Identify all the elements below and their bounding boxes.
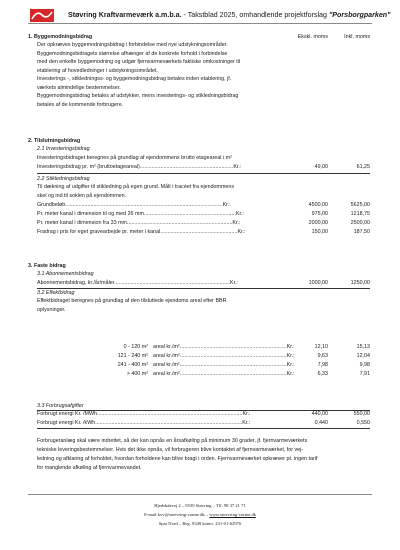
value-incl-moms: 2500,00: [350, 220, 370, 226]
header-divider: [28, 23, 372, 24]
subsection-3-3: 3.3 Forbrugsafgifter: [37, 403, 84, 409]
note-line: ledning og afklaring af forholdet, hvordan forholdene kan blive bragt i orden. Fjernvarmeværket opkræver pt. ingen tarif: [37, 456, 318, 462]
value-incl-moms: 1218,75: [350, 211, 370, 217]
section-2-title: 2. Tilslutningsbidrag: [28, 138, 81, 144]
footer-contact: [0, 511, 400, 519]
value-incl-moms: 0,550: [356, 420, 370, 426]
value-ex-moms: 7,98: [317, 362, 328, 368]
effekt-label: areal kr./m²........................................................................Kr.:: [153, 371, 295, 377]
value-ex-moms: 440,00: [311, 411, 328, 417]
row-label: Fradrag i pris for eget gravearbejde pr. meter i kanal....................................................Kr.:: [37, 229, 246, 235]
row-rule: [37, 428, 370, 429]
note-line: tekniske leveringsbestemmelser. Hvis det ikke opnås, vil forbrugeren blive kontaktet af fjernvarmeværket, for vej-: [37, 447, 304, 453]
value-incl-moms: 61,25: [356, 164, 370, 170]
header-subtitle: - Takstblad 2025, omhandlende projektforslag: [183, 11, 327, 19]
note-line: Forbrugeranlæg skal være indrettet, så der kan opnås en årsafkøling på minimum 30 grader, jf. fjernvarmeværkets: [37, 438, 308, 444]
effekt-label: areal kr./m²........................................................................Kr.:: [153, 362, 295, 368]
value-incl-moms: 1250,00: [350, 280, 370, 286]
value-ex-moms: 6,33: [317, 371, 328, 377]
subsection-2-2: 2.2 Stikledningsbidrag: [37, 176, 90, 182]
s2-line: skel og ind til soklen på ejendommen.: [37, 193, 127, 199]
s1-line: etablering af hovedledninger i udstykningsområdet.: [37, 68, 158, 74]
company-logo: [30, 9, 54, 22]
effekt-label: areal kr./m²........................................................................Kr.:: [153, 353, 295, 359]
row-label: Pr. meter kanal i dimension til og med 26 mm..............................................................Kr.:: [37, 211, 244, 217]
project-name: "Porsborgparken": [328, 11, 391, 19]
company-name: Støvring Kraftvarmeværk a.m.b.a.: [68, 11, 182, 19]
s3-line: oplysninger.: [37, 307, 66, 313]
s2-line: Til dækning af udgifter til stikledning på egen grund. Målt i tracéet fra ejendommens: [37, 184, 235, 190]
effekt-range: 241 - 400 m²: [117, 362, 148, 368]
col-header-incl-moms: Inkl. moms: [344, 34, 370, 40]
s1-line: med den enkelte byggemodning og udgør fjernvarmeværkets faktiske omkostninger til: [37, 59, 241, 65]
row-label: Pr. meter kanal i dimension fra 33 mm.......................................................................Kr.:: [37, 220, 241, 226]
s2-line: Investeringsbidraget beregnes på grundlag af ejendommens brutto etageareal i m²: [37, 155, 232, 161]
value-ex-moms: 2000,00: [308, 220, 328, 226]
s1-line: Der opkræves byggemodningsbidrag i forbindelse med nye udstykningsområder.: [37, 42, 228, 48]
s3-line: Effektbidraget beregnes på grundlag af den tilsluttede ejendoms areal efter BBR: [37, 298, 227, 304]
footer-address: Hjedsbakvej 2 – 9530 Støvring – Tlf. 98 37 21 71: [154, 503, 246, 508]
col-header-ex-moms: Ekskl. moms: [297, 34, 328, 40]
value-ex-moms: 9,63: [317, 353, 328, 359]
value-ex-moms: 0,440: [314, 420, 328, 426]
subsection-2-1: 2.1 Investeringsbidrag: [37, 146, 90, 152]
footer-website-link[interactable]: www.stoevring-varme.dk: [209, 512, 256, 517]
value-ex-moms: 975,00: [311, 211, 328, 217]
value-ex-moms: 49,00: [314, 164, 328, 170]
s1-line: værkets almindelige bestemmelser.: [37, 85, 121, 91]
s1-line: Investerings -, stikledningss- og byggemodningsbidrag betales inden etablering, jf.: [37, 76, 232, 82]
footer-bank: Spar Nord – Reg. 9349 konto: 231-01-62976: [158, 521, 242, 526]
section-3-title: 3. Faste bidrag: [28, 263, 66, 269]
value-incl-moms: 15,13: [356, 344, 370, 350]
footer-divider: [28, 494, 372, 495]
value-incl-moms: 5625,00: [350, 202, 370, 208]
value-ex-moms: 150,00: [311, 229, 328, 235]
value-ex-moms: 1000,00: [308, 280, 328, 286]
row-label: Forbrugt energi Kr. /MWh..................................................................................................Kr.:: [37, 411, 251, 417]
footer-email: E-mail kvv@stoevring-varme.dk –: [144, 512, 209, 517]
effekt-range: > 400 m²: [126, 371, 148, 377]
value-incl-moms: 550,00: [353, 411, 370, 417]
row-label: Grundbeløb..........................................................................................................Kr.:: [37, 202, 231, 208]
effekt-range: 121 - 240 m²: [117, 353, 148, 359]
row-label: Investeringsbidrag pr. m² (bruttoetageareal)...............................................................Kr.:: [37, 164, 242, 170]
subsection-3-2: 3.2 Effektbidrag: [37, 290, 75, 296]
value-incl-moms: 187,50: [353, 229, 370, 235]
value-ex-moms: 4500,00: [308, 202, 328, 208]
value-incl-moms: 7,91: [359, 371, 370, 377]
value-incl-moms: 9,98: [359, 362, 370, 368]
s1-line: Byggemodningsbidrag betales af udstykker, mens investerings- og stikledningsbidrag: [37, 93, 239, 99]
section-1-title: 1. Byggemodningsbidrag: [28, 34, 93, 40]
row-rule: [37, 173, 370, 174]
value-incl-moms: 12,04: [356, 353, 370, 359]
note-line: for manglende afkøling af fjernvarmevandet.: [37, 465, 142, 471]
row-rule: [37, 288, 370, 289]
header-title: [68, 11, 390, 19]
subsection-3-1: 3.1 Abonnementsbidrag: [37, 271, 94, 277]
s1-line: Byggemodningsbidragets størrelse afhænger af de konkrete forhold i forbindelse: [37, 51, 228, 57]
row-label: Forbrugt energi Kr. /kWh...................................................................................................Kr.:: [37, 420, 251, 426]
row-label: Abonnementsbidrag, kr./år/måler..............................................................................Kr.:: [37, 280, 239, 286]
effekt-label: areal kr./m²........................................................................Kr.:: [153, 344, 295, 350]
s1-line: betales af de kommende forbrugere.: [37, 102, 124, 108]
effekt-range: 0 - 120 m²: [123, 344, 148, 350]
value-ex-moms: 12,10: [314, 344, 328, 350]
